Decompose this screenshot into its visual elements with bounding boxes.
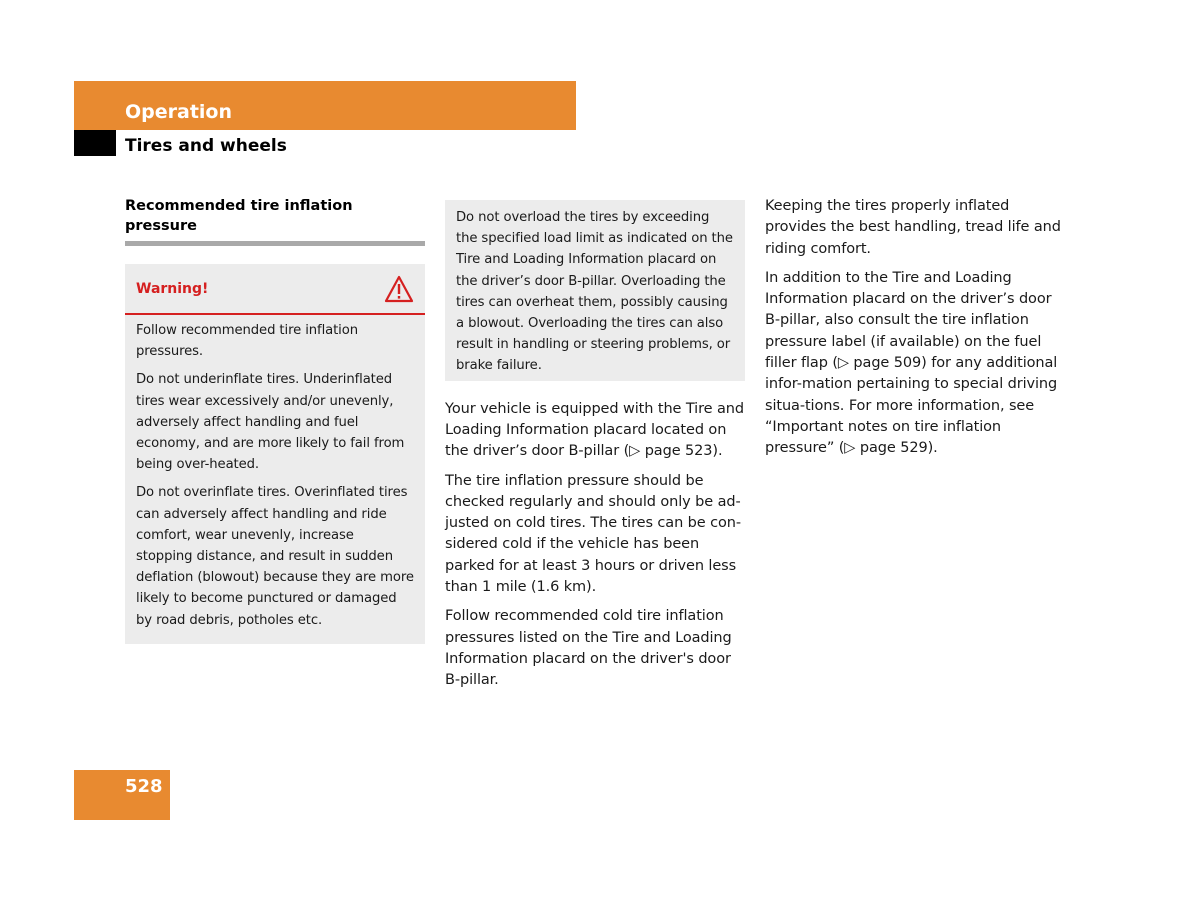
body-paragraph: Your vehicle is equipped with the Tire and Loading Information placard located on the driver’s door B-pillar (▷ page 523).	[445, 400, 744, 460]
body-paragraph: In addition to the Tire and Loading Information placard on the driver’s door B-pillar, also consult the tire inflation pressure label (if available) on the fuel filler flap (▷ page 509) for any additional infor-mation pertaining to special driving situa-tions. For more information, see “Important notes on tire inflation pressure” (▷ page 529).	[765, 269, 1058, 457]
body-paragraph: Keeping the tires properly inflated provides the best handling, tread life and riding comfort.	[765, 198, 1061, 257]
warning-header	[125, 264, 425, 315]
column-middle	[445, 196, 745, 699]
body-paragraph: Follow recommended cold tire inflation pressures listed on the Tire and Loading Information placard on the driver's door B-pillar.	[445, 608, 732, 689]
warning-paragraph: Do not underinflate tires. Underinflated tires wear excessively and/or unevenly, adversely affect handling and fuel economy, and are more likely to fail from being over-heated.	[136, 372, 405, 473]
overload-warning-text: Do not overload the tires by exceeding the specified load limit as indicated on the Tire and Loading Information placard on the driver’s door B-pillar. Overloading the tires can overheat them, possibly causing a blowout. Overloading the tires can also result in handling or steering problems, or brake failure.	[456, 210, 733, 374]
subsection-title: Tires and wheels	[125, 136, 287, 156]
page-number: 528	[125, 776, 163, 797]
subsection-marker	[74, 130, 116, 156]
warning-paragraph: Do not overinflate tires. Overinflated tires can adversely affect handling and ride comfort, wear unevenly, increase stopping distance, and result in sudden deflation (blowout) because they are more likely to become punctured or damaged by road debris, potholes etc.	[136, 485, 414, 628]
section-title: Operation	[125, 101, 233, 123]
warning-paragraph: Follow recommended tire inflation pressures.	[136, 323, 358, 360]
overload-warning-box	[445, 200, 745, 381]
warning-triangle-icon	[384, 275, 414, 303]
column-right	[765, 196, 1065, 468]
topic-heading: Recommended tire inflation pressure	[125, 196, 425, 246]
body-paragraph: The tire inflation pressure should be checked regularly and should only be ad-justed on cold tires. The tires can be con-sidered cold if the vehicle has been parked for at least 3 hours or driven less than 1 mile (1.6 km).	[445, 472, 741, 595]
warning-box	[125, 264, 425, 644]
column-left	[125, 196, 425, 644]
warning-label: Warning!	[136, 280, 209, 297]
